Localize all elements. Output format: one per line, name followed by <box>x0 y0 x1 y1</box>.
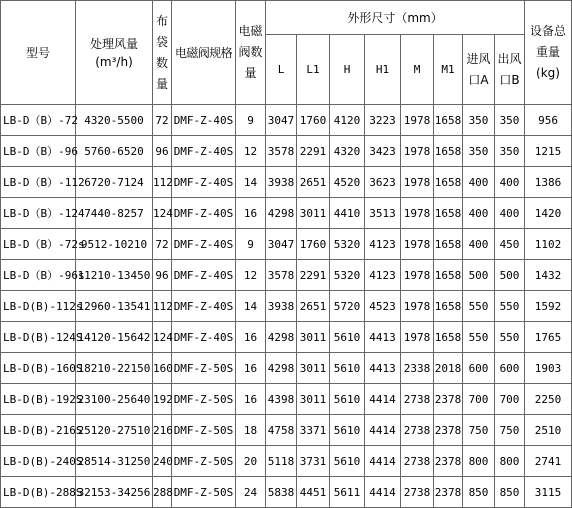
cell-valve-spec: DMF-Z-40S <box>172 229 236 260</box>
cell-airflow: 6720-7124 <box>76 167 153 198</box>
table-row <box>1 353 572 384</box>
cell-airflow: 11210-13450 <box>76 260 153 291</box>
table-row <box>1 477 572 508</box>
header-dim-m1: M1 <box>434 35 463 105</box>
cell-inlet: 350 <box>463 136 495 167</box>
header-weight <box>525 1 572 105</box>
cell-dim-l1: 3011 <box>297 198 330 229</box>
cell-dim-m1: 1658 <box>434 291 463 322</box>
cell-outlet: 400 <box>495 167 525 198</box>
cell-dim-m1: 1658 <box>434 198 463 229</box>
cell-weight: 1903 <box>525 353 572 384</box>
cell-dim-h: 4520 <box>330 167 365 198</box>
cell-model: LB-D(B)-112s <box>1 291 76 322</box>
cell-model: LB-D（B）-112 <box>1 167 76 198</box>
cell-weight: 1420 <box>525 198 572 229</box>
cell-dim-m1: 1658 <box>434 136 463 167</box>
cell-bag-count: 240 <box>153 446 172 477</box>
cell-airflow: 23100-25640 <box>76 384 153 415</box>
cell-valve-spec: DMF-Z-50S <box>172 477 236 508</box>
cell-weight: 1215 <box>525 136 572 167</box>
cell-dim-l: 3938 <box>266 167 297 198</box>
cell-dim-m: 1978 <box>401 198 434 229</box>
cell-dim-l: 3578 <box>266 136 297 167</box>
cell-airflow: 5760-6520 <box>76 136 153 167</box>
cell-valve-spec: DMF-Z-40S <box>172 198 236 229</box>
cell-inlet: 800 <box>463 446 495 477</box>
cell-valve-spec: DMF-Z-40S <box>172 291 236 322</box>
cell-outlet: 450 <box>495 229 525 260</box>
cell-dim-m1: 2018 <box>434 353 463 384</box>
cell-dim-l1: 2651 <box>297 167 330 198</box>
header-airflow-unit: (m³/h) <box>95 54 133 69</box>
table-row <box>1 136 572 167</box>
header-weight-unit: (kg) <box>536 66 560 80</box>
cell-dim-h1: 4414 <box>365 384 401 415</box>
cell-dim-l1: 3011 <box>297 353 330 384</box>
cell-outlet: 400 <box>495 198 525 229</box>
header-outlet-line: 口B <box>499 72 520 87</box>
cell-dim-l: 5838 <box>266 477 297 508</box>
cell-valve-count: 9 <box>236 229 266 260</box>
header-airflow <box>76 1 153 105</box>
table-row <box>1 229 572 260</box>
cell-bag-count: 72 <box>153 229 172 260</box>
header-valve-count-line: 电磁 <box>238 24 263 38</box>
header-dimensions: 外形尺寸（mm） <box>266 1 525 35</box>
cell-dim-m1: 2378 <box>434 415 463 446</box>
cell-valve-spec: DMF-Z-40S <box>172 136 236 167</box>
cell-dim-h1: 4413 <box>365 322 401 353</box>
cell-dim-m1: 1658 <box>434 105 463 136</box>
cell-dim-l1: 3731 <box>297 446 330 477</box>
cell-model: LB-D（B）-72s <box>1 229 76 260</box>
cell-inlet: 350 <box>463 105 495 136</box>
cell-dim-h: 4120 <box>330 105 365 136</box>
cell-dim-l1: 3011 <box>297 384 330 415</box>
table-row <box>1 415 572 446</box>
cell-valve-count: 9 <box>236 105 266 136</box>
cell-airflow: 14120-15642 <box>76 322 153 353</box>
cell-bag-count: 160 <box>153 353 172 384</box>
table-header <box>1 1 572 105</box>
table-row <box>1 198 572 229</box>
table-row <box>1 260 572 291</box>
header-outlet-line: 出风 <box>497 51 522 66</box>
header-bag-char: 布 <box>155 13 168 28</box>
cell-dim-l: 3047 <box>266 229 297 260</box>
cell-valve-spec: DMF-Z-40S <box>172 322 236 353</box>
header-bag-count <box>153 1 172 105</box>
cell-dim-h1: 4414 <box>365 415 401 446</box>
cell-valve-count: 24 <box>236 477 266 508</box>
cell-dim-l1: 3011 <box>297 322 330 353</box>
table-row <box>1 167 572 198</box>
cell-weight: 2741 <box>525 446 572 477</box>
cell-dim-m: 1978 <box>401 229 434 260</box>
table-row <box>1 105 572 136</box>
cell-bag-count: 96 <box>153 136 172 167</box>
cell-airflow: 28514-31250 <box>76 446 153 477</box>
header-airflow-title: 处理风量 <box>89 36 138 51</box>
cell-valve-count: 18 <box>236 415 266 446</box>
cell-dim-l1: 4451 <box>297 477 330 508</box>
cell-inlet: 700 <box>463 384 495 415</box>
cell-inlet: 850 <box>463 477 495 508</box>
cell-dim-l1: 1760 <box>297 105 330 136</box>
cell-dim-h: 5720 <box>330 291 365 322</box>
header-valve-spec: 电磁阀规格 <box>172 1 236 105</box>
cell-valve-count: 16 <box>236 384 266 415</box>
header-inlet-line: 进风 <box>466 51 491 66</box>
cell-dim-m: 1978 <box>401 167 434 198</box>
cell-weight: 1592 <box>525 291 572 322</box>
cell-bag-count: 124 <box>153 322 172 353</box>
cell-bag-count: 192 <box>153 384 172 415</box>
cell-outlet: 850 <box>495 477 525 508</box>
cell-outlet: 750 <box>495 415 525 446</box>
cell-dim-l1: 1760 <box>297 229 330 260</box>
cell-valve-spec: DMF-Z-40S <box>172 260 236 291</box>
cell-dim-l: 4298 <box>266 353 297 384</box>
cell-bag-count: 112 <box>153 291 172 322</box>
cell-dim-m: 2738 <box>401 415 434 446</box>
cell-dim-h1: 4413 <box>365 353 401 384</box>
cell-weight: 2250 <box>525 384 572 415</box>
header-dim-h: H <box>330 35 365 105</box>
cell-dim-h1: 4523 <box>365 291 401 322</box>
header-dim-h1: H1 <box>365 35 401 105</box>
cell-dim-l: 4398 <box>266 384 297 415</box>
cell-model: LB-D（B）-124 <box>1 198 76 229</box>
cell-dim-l1: 2291 <box>297 136 330 167</box>
cell-model: LB-D（B）-72 <box>1 105 76 136</box>
header-inlet-line: 口A <box>468 72 489 87</box>
cell-weight: 1765 <box>525 322 572 353</box>
cell-dim-l1: 3371 <box>297 415 330 446</box>
cell-outlet: 350 <box>495 136 525 167</box>
cell-bag-count: 96 <box>153 260 172 291</box>
cell-dim-h: 5610 <box>330 353 365 384</box>
cell-dim-h1: 4414 <box>365 446 401 477</box>
cell-weight: 956 <box>525 105 572 136</box>
cell-dim-l: 4298 <box>266 198 297 229</box>
cell-valve-spec: DMF-Z-50S <box>172 415 236 446</box>
cell-valve-count: 16 <box>236 198 266 229</box>
cell-inlet: 500 <box>463 260 495 291</box>
cell-outlet: 700 <box>495 384 525 415</box>
cell-weight: 2510 <box>525 415 572 446</box>
header-model: 型号 <box>1 1 76 105</box>
cell-model: LB-D(B)-160S <box>1 353 76 384</box>
cell-dim-l: 3938 <box>266 291 297 322</box>
cell-dim-m1: 1658 <box>434 229 463 260</box>
cell-inlet: 400 <box>463 229 495 260</box>
cell-bag-count: 288 <box>153 477 172 508</box>
table-body <box>1 105 572 508</box>
table-row <box>1 384 572 415</box>
cell-dim-l: 4298 <box>266 322 297 353</box>
cell-outlet: 500 <box>495 260 525 291</box>
cell-model: LB-D(B)-240S <box>1 446 76 477</box>
cell-dim-m: 1978 <box>401 105 434 136</box>
cell-airflow: 32153-34256 <box>76 477 153 508</box>
cell-dim-l: 4758 <box>266 415 297 446</box>
cell-valve-spec: DMF-Z-40S <box>172 105 236 136</box>
table-row <box>1 446 572 477</box>
cell-inlet: 750 <box>463 415 495 446</box>
cell-valve-count: 12 <box>236 136 266 167</box>
cell-dim-h1: 3223 <box>365 105 401 136</box>
cell-dim-m: 1978 <box>401 260 434 291</box>
cell-dim-l1: 2291 <box>297 260 330 291</box>
cell-dim-m1: 1658 <box>434 322 463 353</box>
header-weight-line: 重量 <box>536 45 561 59</box>
header-bag-char: 数 <box>155 55 168 70</box>
cell-model: LB-D(B)-192S <box>1 384 76 415</box>
cell-model: LB-D（B）-96s <box>1 260 76 291</box>
cell-outlet: 800 <box>495 446 525 477</box>
cell-bag-count: 72 <box>153 105 172 136</box>
cell-dim-m1: 1658 <box>434 167 463 198</box>
cell-dim-h: 5320 <box>330 260 365 291</box>
cell-airflow: 7440-8257 <box>76 198 153 229</box>
table-row <box>1 291 572 322</box>
cell-outlet: 550 <box>495 291 525 322</box>
cell-weight: 1386 <box>525 167 572 198</box>
cell-dim-m: 2738 <box>401 384 434 415</box>
cell-dim-h1: 4414 <box>365 477 401 508</box>
cell-dim-l: 3578 <box>266 260 297 291</box>
cell-valve-count: 20 <box>236 446 266 477</box>
cell-model: LB-D(B)-288S <box>1 477 76 508</box>
cell-dim-h1: 3423 <box>365 136 401 167</box>
cell-bag-count: 124 <box>153 198 172 229</box>
cell-inlet: 400 <box>463 198 495 229</box>
cell-valve-count: 14 <box>236 167 266 198</box>
cell-dim-h: 5610 <box>330 415 365 446</box>
cell-weight: 1432 <box>525 260 572 291</box>
cell-dim-h1: 4123 <box>365 229 401 260</box>
header-outlet <box>495 35 525 105</box>
header-bag-char: 量 <box>155 76 168 91</box>
cell-bag-count: 112 <box>153 167 172 198</box>
header-weight-line: 设备总 <box>530 24 567 38</box>
cell-dim-m1: 2378 <box>434 384 463 415</box>
cell-weight: 1102 <box>525 229 572 260</box>
header-inlet <box>463 35 495 105</box>
cell-airflow: 9512-10210 <box>76 229 153 260</box>
cell-dim-h: 5610 <box>330 446 365 477</box>
cell-model: LB-D(B)-216S <box>1 415 76 446</box>
cell-valve-count: 16 <box>236 353 266 384</box>
cell-airflow: 25120-27510 <box>76 415 153 446</box>
cell-airflow: 18210-22150 <box>76 353 153 384</box>
cell-outlet: 600 <box>495 353 525 384</box>
cell-dim-m: 2738 <box>401 477 434 508</box>
header-valve-count-line: 阀数 <box>238 45 263 59</box>
cell-dim-h: 5610 <box>330 384 365 415</box>
cell-valve-count: 16 <box>236 322 266 353</box>
cell-dim-m1: 2378 <box>434 477 463 508</box>
cell-inlet: 550 <box>463 291 495 322</box>
cell-valve-spec: DMF-Z-40S <box>172 167 236 198</box>
cell-bag-count: 216 <box>153 415 172 446</box>
cell-dim-l: 5118 <box>266 446 297 477</box>
header-dim-m: M <box>401 35 434 105</box>
cell-dim-m: 1978 <box>401 291 434 322</box>
header-valve-count <box>236 1 266 105</box>
cell-dim-l1: 2651 <box>297 291 330 322</box>
cell-weight: 3115 <box>525 477 572 508</box>
table-row <box>1 322 572 353</box>
cell-dim-h1: 3623 <box>365 167 401 198</box>
cell-outlet: 350 <box>495 105 525 136</box>
cell-dim-h1: 3513 <box>365 198 401 229</box>
cell-dim-m: 2338 <box>401 353 434 384</box>
cell-inlet: 600 <box>463 353 495 384</box>
cell-dim-h: 5610 <box>330 322 365 353</box>
header-dim-l1: L1 <box>297 35 330 105</box>
cell-airflow: 4320-5500 <box>76 105 153 136</box>
cell-inlet: 550 <box>463 322 495 353</box>
cell-dim-m: 2738 <box>401 446 434 477</box>
header-bag-char: 袋 <box>155 34 168 49</box>
cell-model: LB-D（B）-96 <box>1 136 76 167</box>
cell-dim-m: 1978 <box>401 322 434 353</box>
cell-dim-m1: 1658 <box>434 260 463 291</box>
cell-valve-count: 14 <box>236 291 266 322</box>
cell-valve-spec: DMF-Z-50S <box>172 353 236 384</box>
cell-dim-m1: 2378 <box>434 446 463 477</box>
cell-valve-count: 12 <box>236 260 266 291</box>
cell-dim-h: 4410 <box>330 198 365 229</box>
cell-model: LB-D(B)-124S <box>1 322 76 353</box>
header-valve-count-line: 量 <box>244 66 257 80</box>
cell-dim-h: 5611 <box>330 477 365 508</box>
header-dim-l: L <box>266 35 297 105</box>
cell-valve-spec: DMF-Z-50S <box>172 446 236 477</box>
cell-valve-spec: DMF-Z-50S <box>172 384 236 415</box>
cell-inlet: 400 <box>463 167 495 198</box>
cell-dim-h: 4320 <box>330 136 365 167</box>
cell-dim-h: 5320 <box>330 229 365 260</box>
cell-dim-l: 3047 <box>266 105 297 136</box>
cell-dim-m: 1978 <box>401 136 434 167</box>
cell-outlet: 550 <box>495 322 525 353</box>
cell-dim-h1: 4123 <box>365 260 401 291</box>
cell-airflow: 12960-13541 <box>76 291 153 322</box>
